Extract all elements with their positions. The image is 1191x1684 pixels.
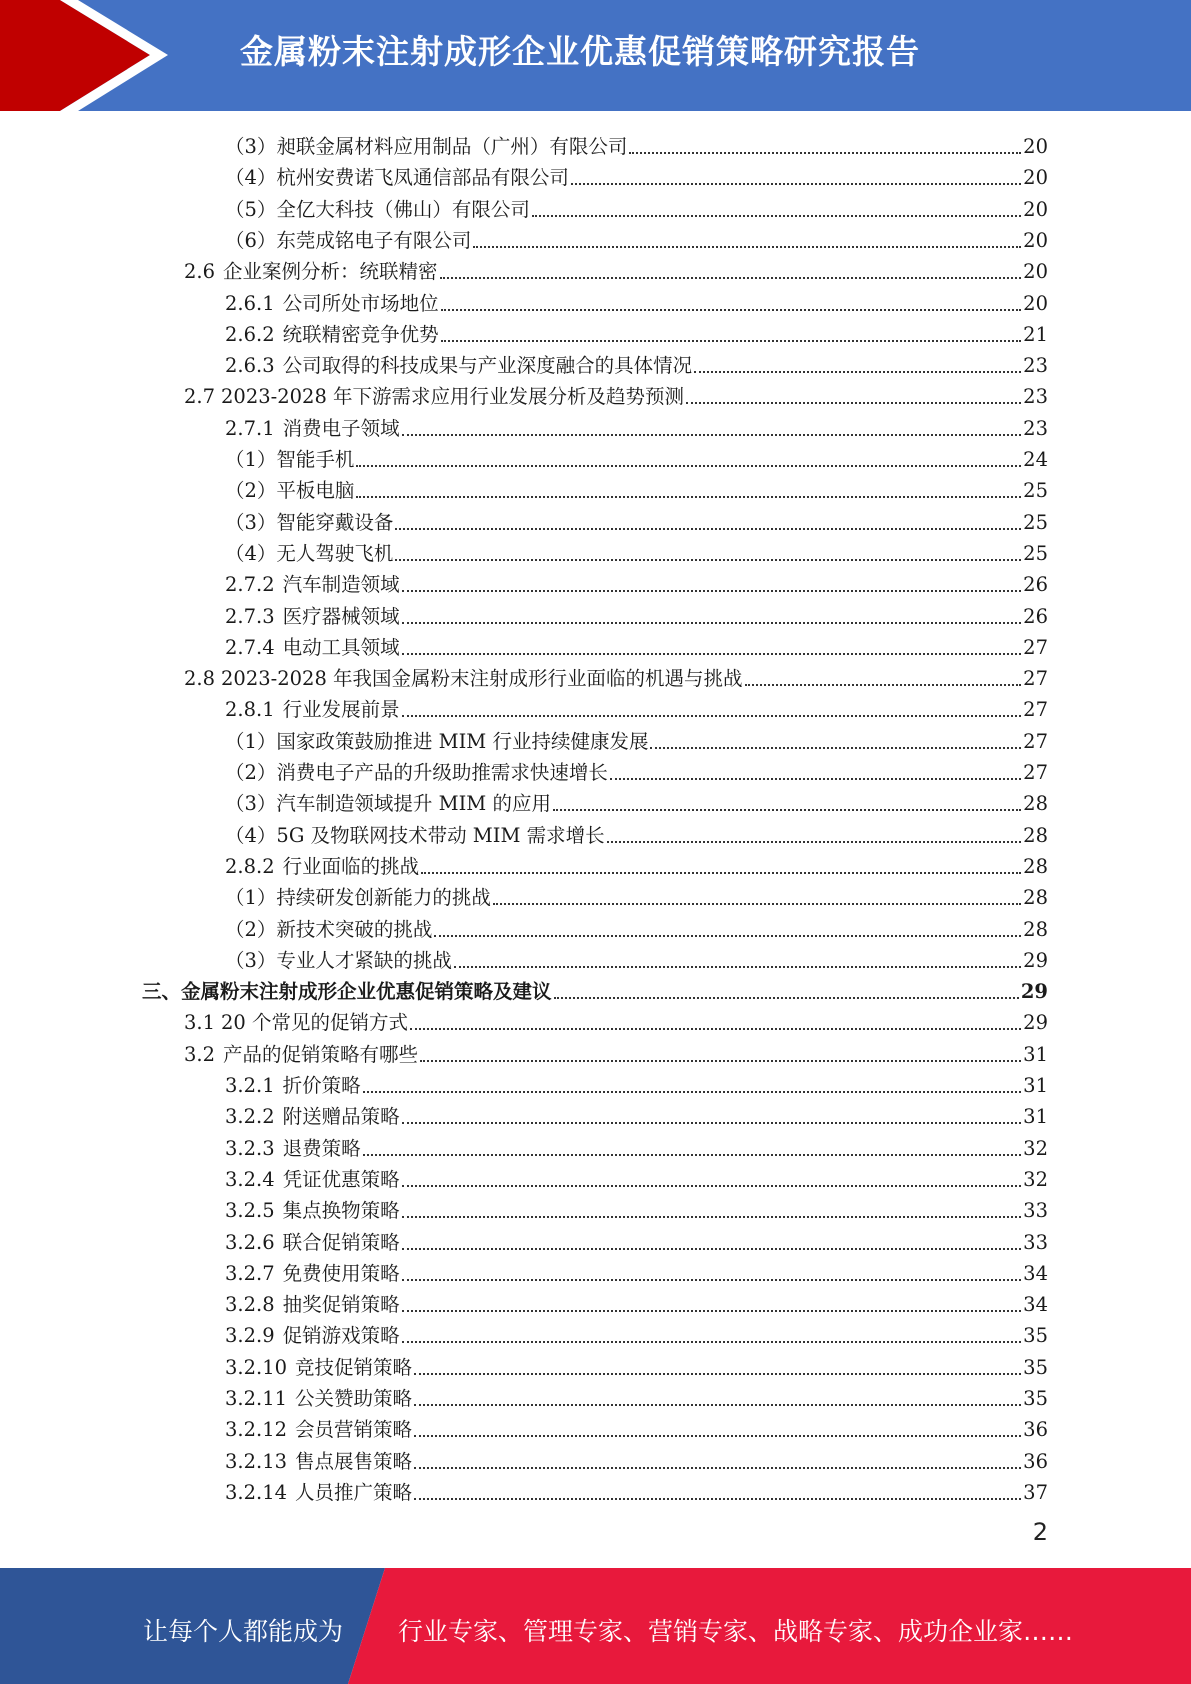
- toc-entry-page: 32: [1023, 1167, 1048, 1191]
- toc-entry-page: 20: [1023, 135, 1048, 158]
- toc-entry-number: 2.8.2: [225, 854, 275, 878]
- toc-entry[interactable]: [225, 1380, 1048, 1411]
- toc-entry-label: 行业发展前景: [282, 698, 400, 722]
- toc-entry[interactable]: [184, 1036, 1048, 1067]
- toc-entry-page: 28: [1023, 792, 1048, 816]
- toc-entry[interactable]: [184, 1004, 1048, 1035]
- toc-entry-label: （6）东莞成铭电子有限公司: [225, 228, 472, 252]
- toc-dot-leader: [553, 809, 1021, 811]
- toc-entry[interactable]: [225, 128, 1048, 159]
- toc-dot-leader: [440, 277, 1022, 279]
- toc-entry-label: 20 个常见的促销方式: [221, 1011, 409, 1035]
- toc-entry-page: 37: [1023, 1480, 1048, 1504]
- toc-entry-label: 三、金属粉末注射成形企业优惠促销策略及建议: [142, 980, 552, 1004]
- toc-entry[interactable]: [225, 848, 1048, 879]
- toc-entry-number: 3.2.5: [225, 1199, 275, 1223]
- toc-entry-page: 23: [1023, 416, 1048, 440]
- toc-entry[interactable]: [225, 191, 1048, 222]
- toc-entry-page: 25: [1023, 479, 1048, 503]
- toc-entry-page: 23: [1023, 385, 1048, 409]
- toc-dot-leader: [356, 496, 1021, 498]
- toc-entry-label: 联合促销策略: [282, 1230, 400, 1254]
- header-banner: [0, 0, 1191, 111]
- toc-entry[interactable]: [225, 879, 1048, 910]
- footer-slogan-right: 行业专家、管理专家、营销专家、战略专家、成功企业家……: [398, 1617, 1074, 1646]
- toc-dot-leader: [434, 935, 1021, 937]
- toc-entry-page: 25: [1023, 510, 1048, 534]
- toc-entry-label: （2）新技术突破的挑战: [225, 917, 433, 941]
- toc-dot-leader: [420, 1060, 1021, 1062]
- toc-entry-page: 31: [1023, 1074, 1048, 1097]
- toc-entry-page: 20: [1023, 291, 1048, 315]
- toc-entry-number: 2.6: [184, 260, 216, 284]
- toc-entry-page: 31: [1023, 1042, 1048, 1066]
- toc-dot-leader: [402, 622, 1022, 624]
- toc-entry[interactable]: [225, 1224, 1048, 1255]
- toc-entry[interactable]: [225, 1411, 1048, 1442]
- document-title: 金属粉末注射成形企业优惠促销策略研究报告: [240, 32, 920, 71]
- toc-dot-leader: [402, 590, 1022, 592]
- toc-dot-leader: [414, 1435, 1021, 1437]
- toc-dot-leader: [395, 559, 1021, 561]
- toc-entry[interactable]: [225, 535, 1048, 566]
- toc-entry-page: 24: [1023, 448, 1048, 471]
- toc-entry[interactable]: [225, 222, 1048, 253]
- toc-dot-leader: [414, 1498, 1021, 1500]
- toc-dot-leader: [356, 465, 1021, 467]
- toc-entry[interactable]: [225, 1255, 1048, 1286]
- toc-entry-number: 2.7.3: [225, 604, 275, 628]
- toc-entry-label: 消费电子领域: [282, 416, 400, 440]
- toc-dot-leader: [441, 340, 1022, 342]
- toc-entry-number: 3.2.10: [225, 1355, 288, 1379]
- toc-entry-label: （3）智能穿戴设备: [225, 510, 394, 534]
- toc-entry-number: 3.2.6: [225, 1230, 275, 1254]
- toc-entry-number: 3.2.13: [225, 1449, 288, 1473]
- toc-entry-label: 会员营销策略: [295, 1418, 413, 1442]
- toc-entry[interactable]: [184, 253, 1048, 284]
- toc-dot-leader: [473, 246, 1021, 248]
- toc-entry-label: 公司所处市场地位: [282, 291, 439, 315]
- toc-entry-number: 2.7.1: [225, 416, 275, 440]
- toc-dot-leader: [745, 684, 1022, 686]
- toc-entry[interactable]: [225, 911, 1048, 942]
- toc-dot-leader: [650, 747, 1021, 749]
- toc-entry-number: 2.6.2: [225, 322, 275, 346]
- toc-entry[interactable]: [225, 1098, 1048, 1129]
- toc-dot-leader: [441, 309, 1022, 311]
- toc-entry[interactable]: [225, 285, 1048, 316]
- toc-entry[interactable]: [184, 378, 1048, 409]
- toc-entry[interactable]: [225, 1161, 1048, 1192]
- toc-entry-page: 35: [1023, 1355, 1048, 1379]
- toc-entry-label: （2）平板电脑: [225, 479, 355, 503]
- toc-entry-number: 3.2.1: [225, 1074, 275, 1097]
- toc-entry[interactable]: [225, 817, 1048, 848]
- toc-entry-page: 33: [1023, 1230, 1048, 1254]
- toc-entry-label: （2）消费电子产品的升级助推需求快速增长: [225, 761, 608, 784]
- toc-entry-number: 2.7.2: [225, 573, 275, 597]
- toc-dot-leader: [686, 402, 1021, 404]
- toc-entry-page: 36: [1023, 1449, 1048, 1473]
- toc-entry-number: 3.2.4: [225, 1167, 275, 1191]
- toc-entry-label: （4）杭州安费诺飞凤通信部品有限公司: [225, 166, 569, 190]
- toc-entry-number: 3.2.9: [225, 1324, 275, 1348]
- toc-dot-leader: [629, 152, 1021, 154]
- toc-entry-page: 20: [1023, 197, 1048, 221]
- toc-entry-number: 3.2.8: [225, 1293, 275, 1317]
- toc-entry[interactable]: [225, 1349, 1048, 1380]
- toc-dot-leader: [363, 1154, 1022, 1156]
- toc-dot-leader: [410, 1028, 1021, 1030]
- toc-entry-label: 产品的促销策略有哪些: [223, 1042, 419, 1066]
- toc-entry[interactable]: [225, 598, 1048, 629]
- toc-entry-number: 3.2.3: [225, 1136, 275, 1160]
- toc-dot-leader: [454, 966, 1021, 968]
- toc-dot-leader: [363, 1091, 1022, 1093]
- toc-entry[interactable]: [225, 566, 1048, 597]
- toc-dot-leader: [414, 1467, 1021, 1469]
- toc-entry[interactable]: [225, 441, 1048, 472]
- toc-entry-number: 2.6.1: [225, 291, 275, 315]
- toc-entry-label: （1）持续研发创新能力的挑战: [225, 886, 491, 910]
- toc-entry-label: （4）5G 及物联网技术带动 MIM 需求增长: [225, 823, 605, 847]
- toc-entry-number: 3.2.14: [225, 1480, 288, 1504]
- toc-entry[interactable]: [225, 1067, 1048, 1098]
- toc-entry-label: （3）昶联金属材料应用制品（广州）有限公司: [225, 135, 628, 158]
- toc-dot-leader: [421, 872, 1021, 874]
- toc-entry-page: 29: [1023, 1011, 1048, 1035]
- toc-entry-label: 附送赠品策略: [282, 1105, 400, 1129]
- toc-dot-leader: [402, 715, 1022, 717]
- toc-entry[interactable]: [225, 504, 1048, 535]
- toc-entry-page: 25: [1023, 541, 1048, 565]
- toc-entry-label: （3）专业人才紧缺的挑战: [225, 948, 452, 972]
- toc-entry-page: 35: [1023, 1324, 1048, 1348]
- toc-dot-leader: [610, 778, 1021, 780]
- toc-entry[interactable]: [225, 1192, 1048, 1223]
- toc-entry-label: 竞技促销策略: [295, 1355, 413, 1379]
- toc-entry-page: 28: [1023, 823, 1048, 847]
- toc-entry-label: 汽车制造领域: [282, 573, 400, 597]
- toc-entry-number: 2.8: [184, 667, 216, 691]
- toc-entry-page: 27: [1023, 698, 1048, 722]
- toc-entry-label: 医疗器械领域: [282, 604, 400, 628]
- toc-entry-label: （5）全亿大科技（佛山）有限公司: [225, 197, 530, 221]
- toc-entry-label: 2023-2028 年下游需求应用行业发展分析及趋势预测: [221, 385, 685, 409]
- toc-entry-page: 34: [1023, 1261, 1048, 1285]
- toc-entry-page: 28: [1023, 854, 1048, 878]
- toc-entry-page: 20: [1023, 228, 1048, 252]
- toc-entry-label: 人员推广策略: [295, 1480, 413, 1504]
- toc-entry-page: 33: [1023, 1199, 1048, 1223]
- toc-entry-label: 免费使用策略: [282, 1261, 400, 1285]
- toc-entry-page: 35: [1023, 1387, 1048, 1410]
- toc-entry-page: 27: [1023, 729, 1048, 753]
- toc-entry-label: 促销游戏策略: [282, 1324, 400, 1348]
- toc-entry-number: 3.2.11: [225, 1387, 288, 1410]
- toc-entry[interactable]: [225, 942, 1048, 973]
- toc-dot-leader: [414, 1373, 1021, 1375]
- toc-entry[interactable]: [184, 660, 1048, 691]
- toc-entry-page: 36: [1023, 1418, 1048, 1442]
- toc-entry-page: 21: [1023, 322, 1048, 346]
- toc-entry-label: 电动工具领域: [282, 635, 400, 659]
- toc-entry-page: 31: [1023, 1105, 1048, 1129]
- toc-entry-number: 3.2.12: [225, 1418, 288, 1442]
- toc-entry-page: 23: [1023, 354, 1048, 378]
- toc-entry[interactable]: [142, 973, 1048, 1004]
- toc-entry-page: 28: [1023, 886, 1048, 910]
- toc-entry-label: 凭证优惠策略: [282, 1167, 400, 1191]
- page-number: 2: [1032, 1518, 1048, 1546]
- toc-dot-leader: [402, 1216, 1022, 1218]
- toc-entry-number: 2.6.3: [225, 354, 275, 378]
- toc-entry-label: 集点换物策略: [282, 1199, 400, 1223]
- toc-dot-leader: [402, 1122, 1022, 1124]
- toc-entry-page: 20: [1023, 166, 1048, 190]
- toc-entry[interactable]: [225, 410, 1048, 441]
- toc-entry-page: 27: [1023, 667, 1048, 691]
- toc-entry-page: 26: [1023, 604, 1048, 628]
- toc-entry-page: 28: [1023, 917, 1048, 941]
- toc-entry-page: 27: [1023, 635, 1048, 659]
- toc-entry-page: 20: [1023, 260, 1048, 284]
- toc-entry-label: 2023-2028 年我国金属粉末注射成形行业面临的机遇与挑战: [221, 667, 743, 691]
- toc-entry-label: 退费策略: [282, 1136, 361, 1160]
- toc-entry[interactable]: [225, 1474, 1048, 1505]
- toc-entry-number: 2.8.1: [225, 698, 275, 722]
- toc-entry-label: （1）智能手机: [225, 448, 355, 471]
- toc-dot-leader: [532, 215, 1021, 217]
- toc-entry[interactable]: [225, 691, 1048, 722]
- toc-dot-leader: [402, 1310, 1022, 1312]
- toc-entry[interactable]: [225, 1286, 1048, 1317]
- toc-entry-page: 32: [1023, 1136, 1048, 1160]
- toc-entry-label: 折价策略: [282, 1074, 361, 1097]
- toc-entry-number: 3.2: [184, 1042, 216, 1066]
- toc-entry[interactable]: [225, 785, 1048, 816]
- footer-banner: [0, 1568, 1191, 1684]
- footer-slogan-left: 让每个人都能成为: [143, 1617, 344, 1646]
- toc-entry-page: 26: [1023, 573, 1048, 597]
- toc-entry[interactable]: [225, 1130, 1048, 1161]
- toc-dot-leader: [607, 841, 1022, 843]
- toc-entry[interactable]: [225, 754, 1048, 785]
- toc-entry-page: 29: [1020, 980, 1048, 1004]
- toc-dot-leader: [402, 1185, 1022, 1187]
- toc-entry-page: 29: [1023, 948, 1048, 972]
- toc-entry-label: 售点展售策略: [295, 1449, 413, 1473]
- toc-entry-number: 2.7.4: [225, 635, 275, 659]
- toc-entry[interactable]: [225, 629, 1048, 660]
- toc-entry-label: 抽奖促销策略: [282, 1293, 400, 1317]
- toc-dot-leader: [402, 434, 1022, 436]
- toc-entry-label: （1）国家政策鼓励推进 MIM 行业持续健康发展: [225, 729, 649, 753]
- toc-entry[interactable]: [225, 316, 1048, 347]
- toc-entry-page: 34: [1023, 1293, 1048, 1317]
- toc-entry-number: 3.2.7: [225, 1261, 275, 1285]
- toc-dot-leader: [554, 997, 1019, 999]
- toc-entry-number: 2.7: [184, 385, 216, 409]
- toc-dot-leader: [694, 371, 1021, 373]
- toc-dot-leader: [571, 183, 1021, 185]
- toc-dot-leader: [493, 903, 1021, 905]
- toc-entry-label: 公关赞助策略: [295, 1387, 413, 1410]
- toc-entry-label: 公司取得的科技成果与产业深度融合的具体情况: [282, 354, 693, 378]
- toc-dot-leader: [414, 1404, 1021, 1406]
- toc-entry[interactable]: [225, 1317, 1048, 1348]
- toc-entry[interactable]: [225, 347, 1048, 378]
- toc-dot-leader: [402, 1248, 1022, 1250]
- toc-entry-number: 3.1: [184, 1011, 216, 1035]
- toc-entry-label: （3）汽车制造领域提升 MIM 的应用: [225, 792, 551, 816]
- toc-entry-number: 3.2.2: [225, 1105, 275, 1129]
- toc-entry[interactable]: [225, 723, 1048, 754]
- toc-dot-leader: [402, 653, 1022, 655]
- toc-dot-leader: [402, 1341, 1022, 1343]
- toc-entry-label: 行业面临的挑战: [282, 854, 420, 878]
- toc-entry[interactable]: [225, 472, 1048, 503]
- toc-dot-leader: [395, 528, 1021, 530]
- toc-entry-label: （4）无人驾驶飞机: [225, 541, 394, 565]
- toc-entry-label: 企业案例分析：统联精密: [223, 260, 438, 284]
- toc-entry-page: 27: [1023, 761, 1048, 784]
- toc-entry[interactable]: [225, 159, 1048, 190]
- toc-dot-leader: [402, 1279, 1022, 1281]
- toc-entry[interactable]: [225, 1443, 1048, 1474]
- toc-entry-label: 统联精密竞争优势: [282, 322, 439, 346]
